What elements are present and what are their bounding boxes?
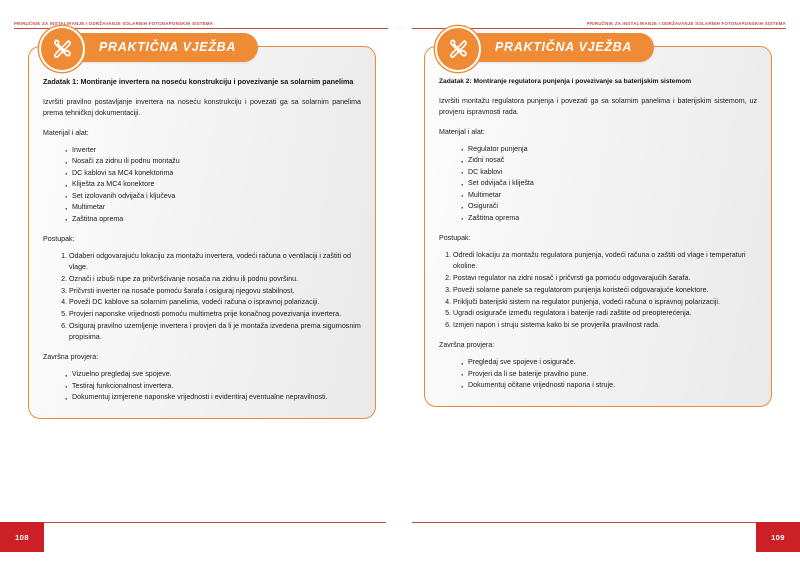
page-right [400,0,800,566]
page-footer-right [400,522,800,552]
list-item: Priključi baterijski sistem na regulator punjenja, vodeći računa o ispravnoj polarizaciji. [453,297,720,306]
procedure-heading: Postupak: [439,234,471,243]
list-item: · Kliješta za MC4 konektore [65,179,361,190]
list-item: · Pregledaj sve spojeve i osigurače. [461,357,757,368]
materials-heading: Materijal i alat: [43,128,89,137]
final-check-heading: Završna provjera: [43,353,99,362]
list-item: · Dokumentuj izmjerene naponske vrijednosti i evidentiraj eventualne nepravilnosti. [65,392,361,403]
list-item: · Osigurači [461,201,757,212]
banner-label: PRAKTIČNA VJEŽBA [99,40,237,54]
list-item: · Multimetar [461,190,757,201]
materials-heading: Materijal i alat: [439,127,485,136]
wrench-screwdriver-icon [435,26,481,72]
list-item: Poveži DC kablove sa solarnim panelima, vodeći računa o ispravnoj polarizaciji. [69,298,320,307]
list-item: Osiguraj pravilno uzemljenje invertera i provjeri da li je montaža izvedena prema sigurnosnim propisima. [69,321,361,342]
page-footer-left [0,522,400,552]
list-item: · DC kablovi sa MC4 konektorima [65,168,361,179]
list-item: Izmjeri napon i struju sistema kako bi se provjerila pravilnost rada. [453,320,660,329]
list-item: Postavi regulator na zidni nosač i pričvrsti ga pomoću odgovarajućih šarafa. [453,274,691,283]
list-item: Odaberi odgovarajuću lokaciju za montažu invertera, vodeći računa o ventilaciji i zaštiti od vlage. [69,252,351,272]
materials-list [43,145,361,225]
practical-exercise-banner-right [443,31,654,63]
list-item: Pričvrsti inverter na nosače pomoću šarafa i osiguraj njegovu stabilnost. [69,286,295,295]
page-number: 109 [771,532,785,542]
exercise-card-right [424,40,772,407]
list-item: · Vizuelno pregledaj sve spojeve. [65,369,361,380]
footer-rule [44,522,386,523]
list-item: · Provjeri da li se baterije pravilno pune. [461,369,757,380]
running-header-text: PRIRUČNIK ZA INSTALIRANJE I ODRŽAVANJE SOLARNIH FOTONAPONSKIH SISTEMA [586,21,786,26]
task-title: Zadatak 2: Montiranje regulatora punjenja i povezivanje sa baterijskim sistemom [439,78,692,85]
list-item: · Set izolovanih odvijača i ključeva [65,191,361,202]
list-item: Označi i izbuši rupe za pričvršćivanje nosača na zidnu ili podnu površinu. [69,275,299,284]
list-item: · Testiraj funkcionalnost invertera. [65,381,361,392]
list-item: · Inverter [65,145,361,156]
page-number-badge [0,522,44,552]
final-check-list [43,369,361,403]
materials-list [439,144,757,224]
exercise-card-left [28,40,376,419]
list-item: Poveži solarne panele sa regulatorom punjenja koristeći odgovarajuće konektore. [453,285,709,294]
list-item: Ugradi osigurače između regulatora i baterije radi zaštite od preopterećenja. [453,309,692,318]
task-intro: Izvršiti montažu regulatora punjenja i povezati ga sa solarnim panelima i baterijskim sistemom, uz provjeru ispravnosti rada. [439,96,757,116]
page-number: 108 [15,532,29,542]
page-number-badge [756,522,800,552]
final-check-list [439,357,757,391]
list-item: Provjeri naponske vrijednosti pomoću multimetra prije konačnog povezivanja invertera. [69,310,342,319]
task-intro: Izvršiti pravilno postavljanje invertera na noseću konstrukciju i povezati ga sa solarnim panelima prema tehničkoj dokumentaciji. [43,97,361,117]
list-item: · Zidni nosač [461,155,757,166]
list-item: · Zaštitna oprema [65,214,361,225]
task-title: Zadatak 1: Montiranje invertera na noseću konstrukciju i povezivanje sa solarnim panelima [43,77,354,86]
list-item: · Set odvijača i kliješta [461,178,757,189]
list-item: Odredi lokaciju za montažu regulatora punjenja, vodeći računa o zaštiti od vlage i temperaturi okoline. [453,251,746,271]
procedure-heading: Postupak: [43,235,75,244]
spread-gutter [399,0,401,566]
running-header-text: PRIRUČNIK ZA INSTALIRANJE I ODRŽAVANJE SOLARNIH FOTONAPONSKIH SISTEMA [14,21,214,26]
list-item: · Dokumentuj očitane vrijednosti napona i struje. [461,380,757,391]
practical-exercise-banner-left [47,31,258,63]
list-item: · DC kablovi [461,167,757,178]
procedure-list [439,250,757,331]
list-item: · Multimetar [65,202,361,213]
procedure-list [43,251,361,343]
list-item: · Nosači za zidnu ili podnu montažu [65,156,361,167]
final-check-heading: Završna provjera: [439,341,495,350]
wrench-screwdriver-icon [39,26,85,72]
banner-label: PRAKTIČNA VJEŽBA [495,40,633,54]
list-item: · Zaštitna oprema [461,213,757,224]
list-item: · Regulator punjenja [461,144,757,155]
footer-rule [412,522,756,523]
